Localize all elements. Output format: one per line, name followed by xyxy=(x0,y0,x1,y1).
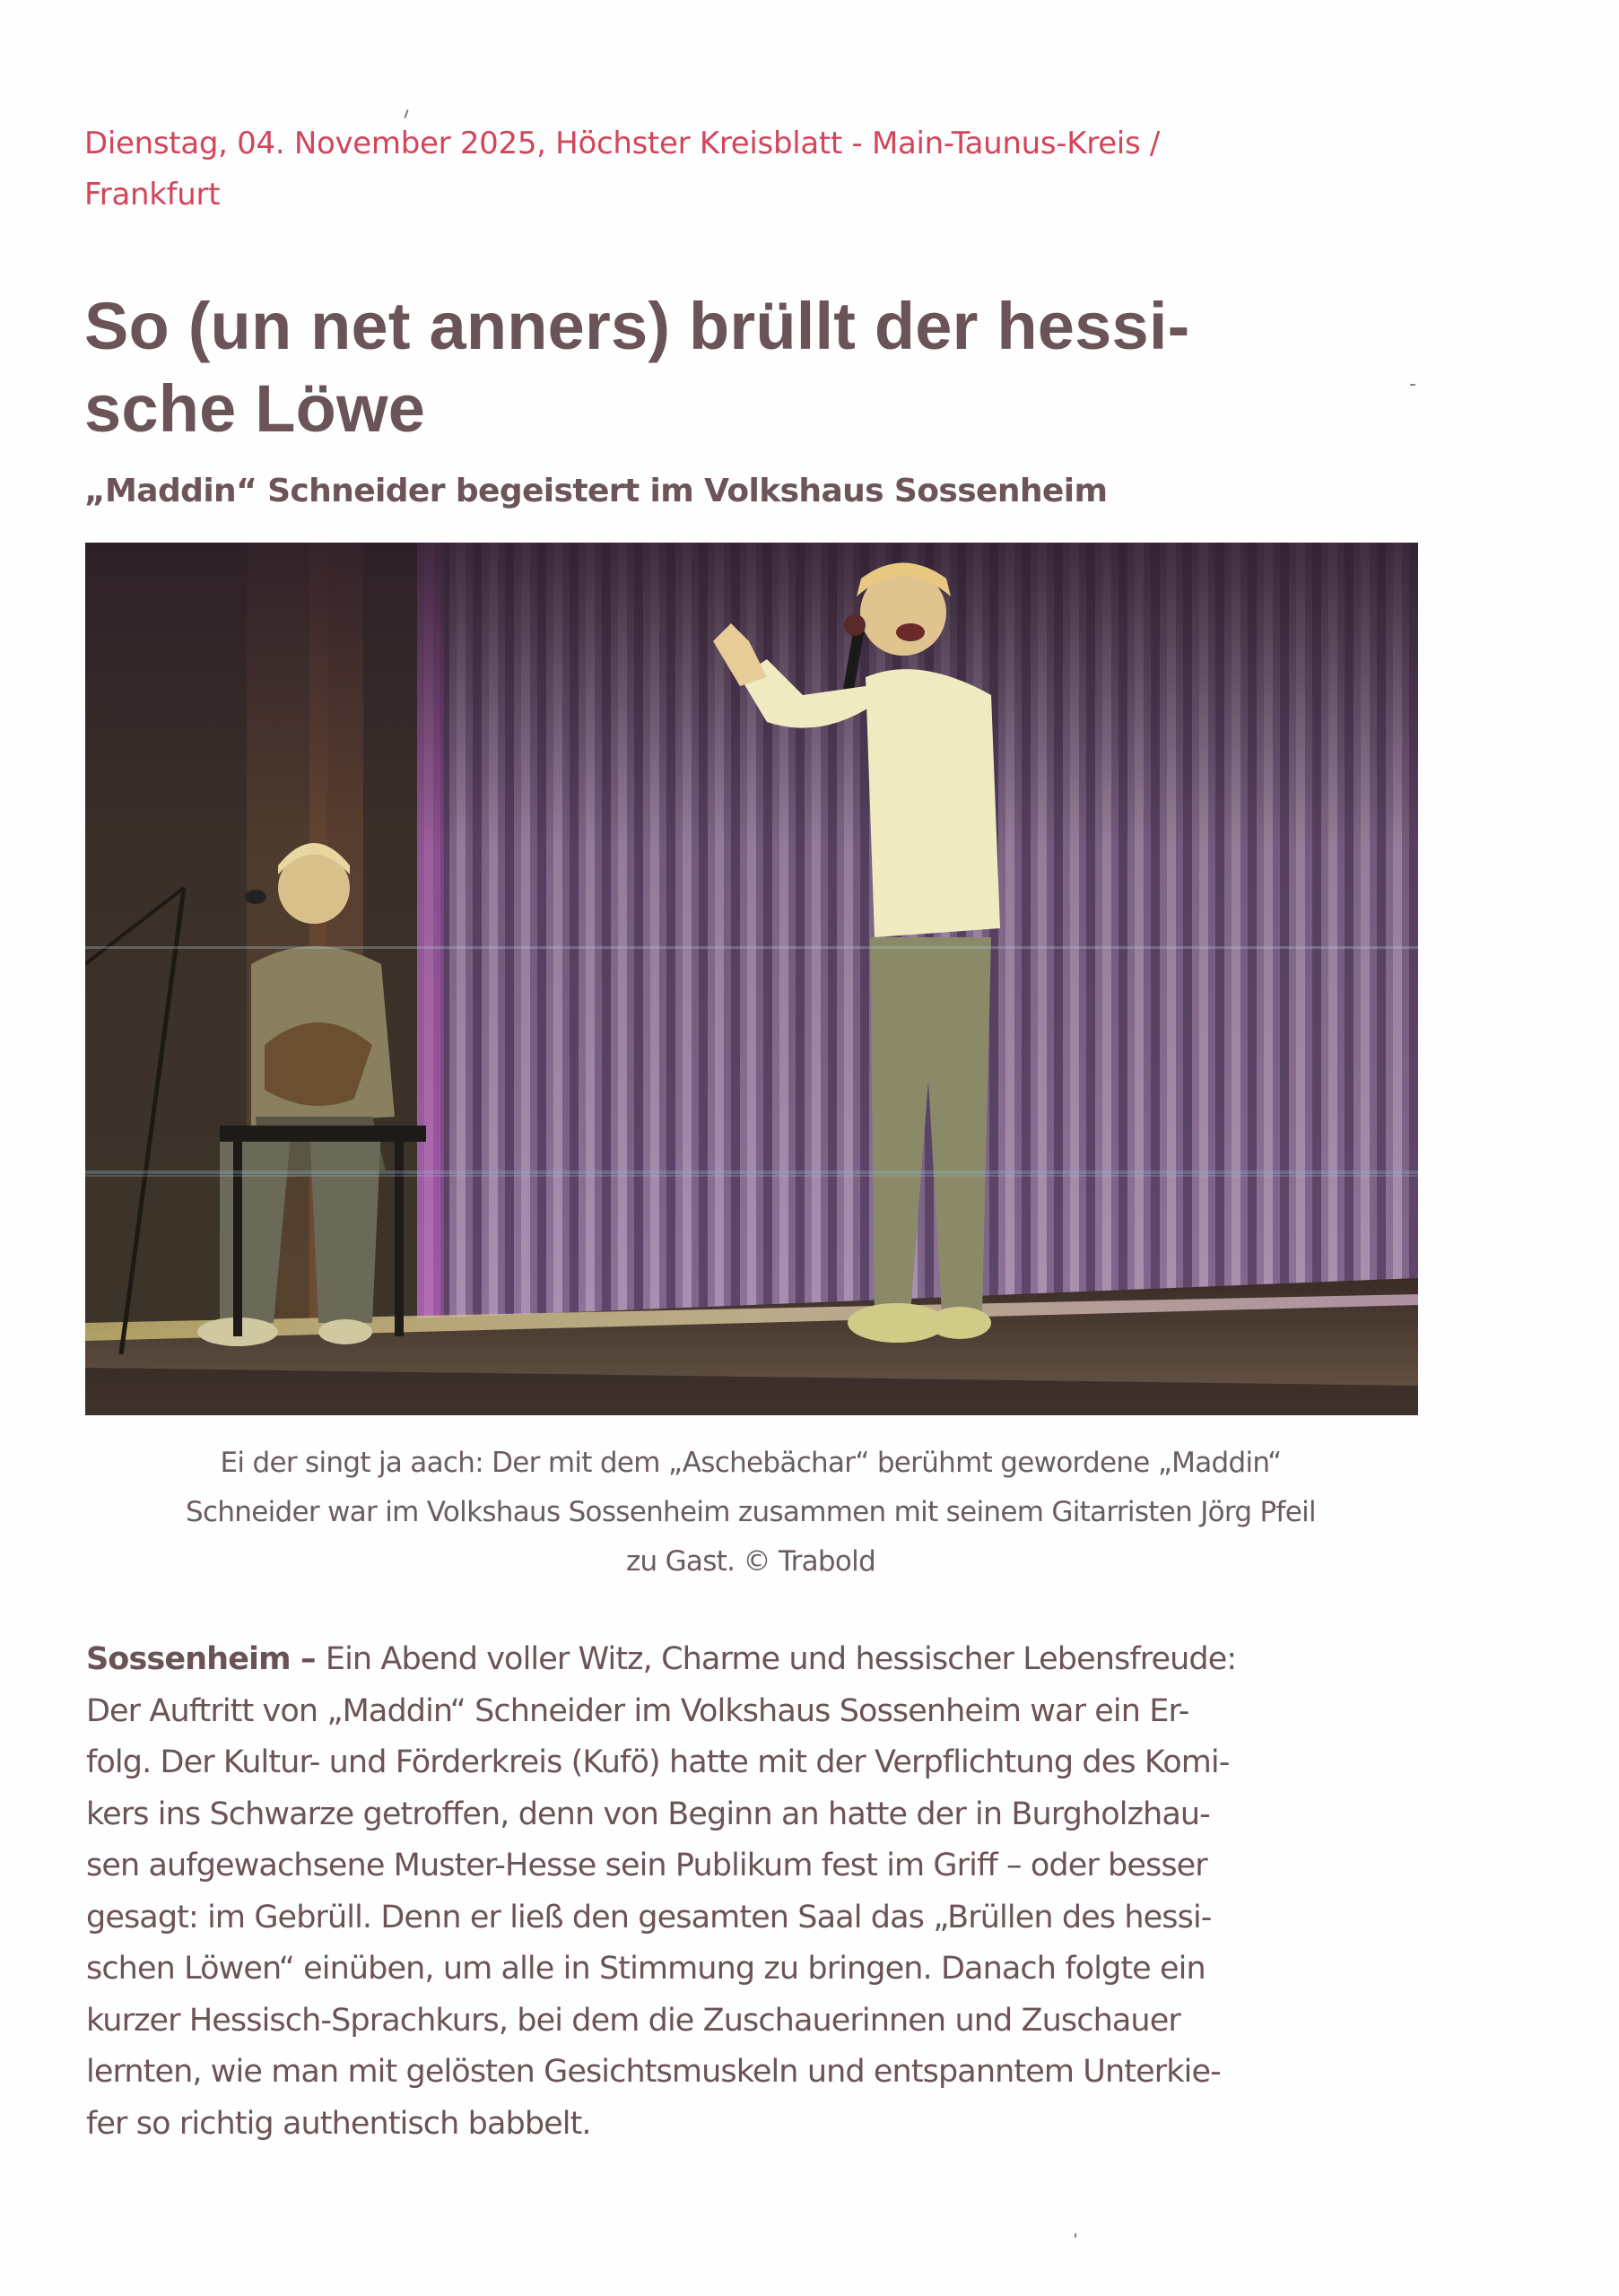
article-line-7: schen Löwen“ einüben, um alle in Stimmung zu bringen. Danach folgte ein xyxy=(86,1951,1206,1987)
headline-line-2: sche Löwe xyxy=(84,371,426,446)
stage-photo-illustration xyxy=(85,543,1418,1415)
headline-line-1: So (un net anners) brüllt der hessi- xyxy=(84,289,1190,363)
article-lead-separator: – xyxy=(290,1641,326,1677)
dateline-line-1: Dienstag, 04. November 2025, Höchster Kreisblatt - Main-Taunus-Kreis / xyxy=(84,126,1161,161)
scan-speck xyxy=(1075,2233,1076,2238)
headline xyxy=(84,285,1430,450)
article-line-2: Der Auftritt von „Maddin“ Schneider im Volkshaus Sossenheim war ein Er- xyxy=(86,1692,1189,1729)
caption-line-1: Ei der singt ja aach: Der mit dem „Aschebächar“ berühmt gewordene „Maddin“ xyxy=(220,1447,1282,1479)
caption-line-3: zu Gast. © Trabold xyxy=(625,1545,876,1578)
article-line-1 xyxy=(86,1634,1441,1686)
article-body xyxy=(86,1634,1441,2150)
article-line-6: gesagt: im Gebrüll. Denn er ließ den gesamten Saal das „Brüllen des hessi- xyxy=(86,1899,1212,1935)
article-line-8: kurzer Hessisch-Sprachkurs, bei dem die Zuschauerinnen und Zuschauer xyxy=(86,2002,1180,2039)
caption-line-2: Schneider war im Volkshaus Sossenheim zusammen mit seinem Gitarristen Jörg Pfeil xyxy=(186,1496,1316,1528)
article-photo xyxy=(85,543,1418,1415)
article-line-3: folg. Der Kultur- und Förderkreis (Kufö) hatte mit der Verpflichtung des Komi- xyxy=(86,1744,1230,1780)
article-line-9: lernten, wie man mit gelösten Gesichtsmuskeln und entspanntem Unterkie- xyxy=(86,2054,1221,2090)
article-line-5: sen aufgewachsene Muster-Hesse sein Publikum fest im Griff – oder besser xyxy=(86,1848,1207,1883)
subheadline: „Maddin“ Schneider begeistert im Volkshaus Sossenheim xyxy=(84,473,1108,509)
article-line-1-text: Ein Abend voller Witz, Charme und hessischer Lebensfreude: xyxy=(325,1641,1237,1677)
article-line-4: kers ins Schwarze getroffen, denn von Beginn an hatte der in Burgholzhau- xyxy=(86,1796,1210,1832)
scan-speck xyxy=(404,109,408,118)
dateline-line-2: Frankfurt xyxy=(84,177,221,213)
article-line-10: fer so richtig authentisch babbelt. xyxy=(86,2105,591,2142)
dateline xyxy=(84,118,1430,221)
photo-caption xyxy=(84,1439,1417,1587)
article-lead-word: Sossenheim xyxy=(86,1641,291,1677)
